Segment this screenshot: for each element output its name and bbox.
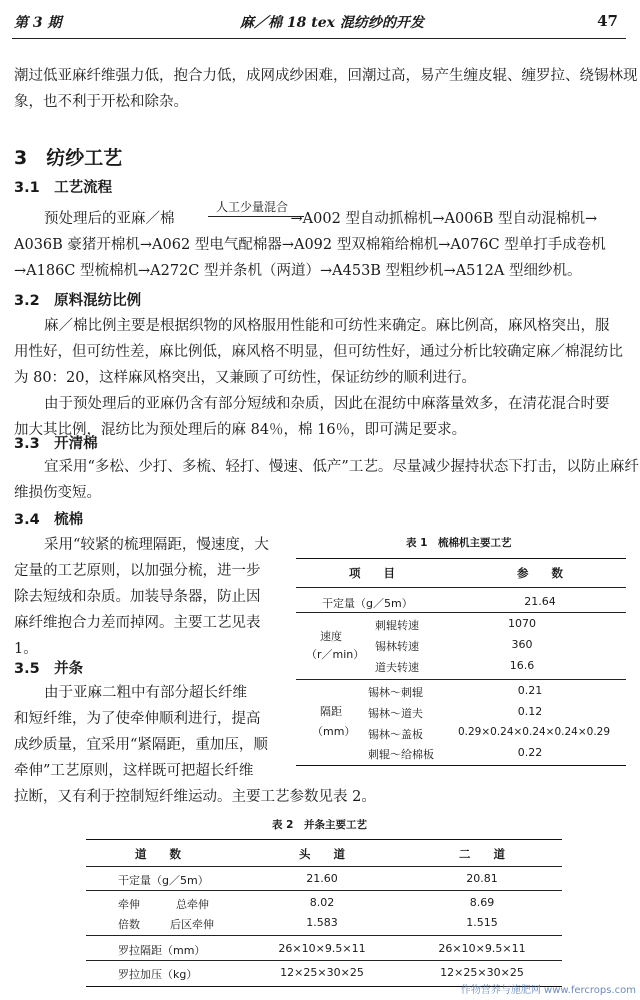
table-2-sub-label: 总牵伸 bbox=[176, 898, 209, 911]
process-flow-paragraph bbox=[14, 206, 626, 284]
subsection-heading-3-3: 3.3 开清棉 bbox=[14, 436, 98, 452]
table-2-row-label: 罗拉加压（kg） bbox=[118, 968, 198, 981]
text-line: 麻／棉比例主要是根据织物的风格服用性能和可纺性来确定。麻比例高，麻风格突出，服 bbox=[44, 318, 610, 334]
text-line: 由于预处理后的亚麻仍含有部分短绒和杂质，因此在混纺中麻落量效多，在清花混合时要 bbox=[44, 396, 610, 412]
text-line: 象，也不利于开松和除杂。 bbox=[14, 94, 188, 110]
table-rule bbox=[296, 558, 626, 559]
text-line: 潮过低亚麻纤维强力低，抱合力低，成网成纱困难，回潮过高，易产生缠皮辊、缠罗拉、绕锡林现 bbox=[14, 68, 638, 84]
text-line: 采用“较紧的梳理隔距，慢速度，大 bbox=[44, 537, 269, 553]
table-1-cell: 21.64 bbox=[524, 595, 556, 608]
intro-paragraph bbox=[14, 63, 638, 115]
table-1-group-label: 隔距 bbox=[320, 705, 342, 718]
opening-paragraph bbox=[14, 454, 639, 506]
running-title: 麻／棉 18 tex 混纺纱的开发 bbox=[240, 15, 424, 31]
text-line: 加大其比例，混纺比为预处理后的麻 84％，棉 16％，即可满足要求。 bbox=[14, 422, 467, 438]
table-rule bbox=[296, 612, 626, 613]
text-line: 拉断，又有利于控制短纤维运动。主要工艺参数见表 2。 bbox=[14, 789, 376, 805]
text-line: 除去短绒和杂质。加装导条器，防止因 bbox=[14, 589, 261, 605]
table-1-cell: 16.6 bbox=[509, 659, 535, 672]
text-line: A036B 豪猪开棉机→A062 型电气配棉器→A092 型双棉箱给棉机→A076C 型单打手成卷机 bbox=[14, 237, 606, 253]
watermark-text: 作物营养与施肥网 www.fercrops.com bbox=[460, 985, 636, 996]
subsection-heading-3-5: 3.5 并条 bbox=[14, 661, 84, 677]
text-line: 成纱质量，宜采用“紧隔距，重加压，顺 bbox=[14, 737, 268, 753]
text-line: 宜采用“多松、少打、多梳、轻打、慢速、低产”工艺。尽量减少握持状态下打击，以防止麻纤 bbox=[44, 459, 639, 475]
table-2-header-first: 头 道 bbox=[299, 847, 345, 861]
table-2-sub-label: 后区牵伸 bbox=[170, 918, 214, 931]
table-2-row-label: 倍数 bbox=[118, 918, 140, 931]
table-1-header-param: 参 数 bbox=[517, 566, 563, 580]
text-line: 用性好，但可纺性差，麻比例低，麻风格不明显，但可纺性好，通过分析比较确定麻／棉混纺比 bbox=[14, 344, 623, 360]
issue-number: 第 3 期 bbox=[14, 15, 62, 31]
table-1-group-label: 速度 bbox=[320, 630, 342, 643]
subsection-heading-3-4: 3.4 梳棉 bbox=[14, 512, 84, 528]
table-2-cell: 26×10×9.5×11 bbox=[438, 942, 526, 955]
section-title: 3 纺纱工艺 bbox=[14, 147, 123, 169]
text-line: 由于亚麻二粗中有部分超长纤维 bbox=[44, 685, 247, 701]
table-1-group-unit: （mm） bbox=[312, 725, 356, 738]
table-1-sub-label: 刺辊转速 bbox=[375, 619, 419, 632]
table-1-sub-label: 刺辊～给棉板 bbox=[368, 748, 434, 761]
table-2-cell: 26×10×9.5×11 bbox=[278, 942, 366, 955]
table-1-cell: 0.21 bbox=[517, 684, 543, 697]
text-line: 1。 bbox=[14, 641, 38, 657]
table-2-cell: 8.02 bbox=[309, 896, 335, 909]
page-number: 47 bbox=[597, 12, 618, 30]
table-1-sub-label: 锡林～刺辊 bbox=[368, 686, 423, 699]
blend-ratio-paragraph bbox=[14, 313, 626, 443]
table-2-row-label: 干定量（g／5m） bbox=[118, 874, 209, 887]
table-1-group-unit: （r／min） bbox=[306, 648, 365, 661]
flow-arrow-note: 人工少量混合 bbox=[216, 200, 289, 214]
table-1-cell: 1070 bbox=[508, 617, 536, 630]
table-2-row-label: 罗拉隔距（mm） bbox=[118, 944, 206, 957]
table-2-cell: 12×25×30×25 bbox=[280, 966, 364, 979]
table-2-header-second: 二 道 bbox=[459, 847, 505, 861]
table-1-sub-label: 锡林～盖板 bbox=[368, 728, 423, 741]
text-line: 定量的工艺原则，以加强分梳，进一步 bbox=[14, 563, 261, 579]
table-1-sub-label: 锡林转速 bbox=[375, 640, 419, 653]
text-line: →A186C 型梳棉机→A272C 型并条机（两道）→A453B 型粗纱机→A512A 型细纱机。 bbox=[14, 263, 582, 279]
table-2-header-item: 道 数 bbox=[135, 847, 181, 861]
text-line: 麻纤维抱合力差而掉网。主要工艺见表 bbox=[14, 615, 261, 631]
table-rule bbox=[86, 935, 562, 936]
table-1-cell: 0.22 bbox=[517, 746, 543, 759]
text-line: 牵伸”工艺原则，这样既可把超长纤维 bbox=[14, 763, 254, 779]
text-line: 为 80：20，这样麻风格突出，又兼顾了可纺性，保证纺纱的顺利进行。 bbox=[14, 370, 477, 386]
text-line: 维损伤变短。 bbox=[14, 485, 101, 501]
text-line: 和短纤维，为了使牵伸顺利进行，提高 bbox=[14, 711, 261, 727]
table-2-caption: 表 2 并条主要工艺 bbox=[272, 819, 367, 831]
table-rule bbox=[86, 890, 562, 891]
table-1-cell: 360 bbox=[511, 638, 533, 651]
carding-paragraph bbox=[14, 532, 284, 662]
table-2-row-label: 牵伸 bbox=[118, 898, 140, 911]
table-rule bbox=[86, 839, 562, 840]
table-rule bbox=[86, 960, 562, 961]
drawing-paragraph bbox=[14, 680, 626, 810]
table-2-cell: 8.69 bbox=[469, 896, 495, 909]
table-2-cell: 12×25×30×25 bbox=[440, 966, 524, 979]
table-rule bbox=[86, 866, 562, 867]
table-1-sub-label: 锡林～道夫 bbox=[368, 707, 423, 720]
text-line: 预处理后的亚麻／棉 →A002 型自动抓棉机→A006B 型自动混棉机→ bbox=[44, 211, 598, 227]
table-2-cell: 1.515 bbox=[466, 916, 498, 929]
header-rule bbox=[12, 38, 626, 39]
table-2-cell: 21.60 bbox=[306, 872, 338, 885]
subsection-heading-3-2: 3.2 原料混纺比例 bbox=[14, 293, 142, 309]
subsection-heading-3-1: 3.1 工艺流程 bbox=[14, 180, 113, 196]
table-rule bbox=[296, 765, 626, 766]
table-1-header-item: 项 目 bbox=[349, 566, 395, 580]
table-rule bbox=[296, 679, 626, 680]
table-1-cell: 0.12 bbox=[517, 705, 543, 718]
table-1-caption: 表 1 梳棉机主要工艺 bbox=[406, 537, 512, 549]
table-1-sub-label: 道夫转速 bbox=[375, 661, 419, 674]
table-1-row-label: 干定量（g／5m） bbox=[322, 597, 413, 610]
table-1-cell: 0.29×0.24×0.24×0.24×0.29 bbox=[457, 726, 611, 738]
table-2-cell: 20.81 bbox=[466, 872, 498, 885]
table-rule bbox=[296, 587, 626, 588]
table-2-cell: 1.583 bbox=[306, 916, 338, 929]
